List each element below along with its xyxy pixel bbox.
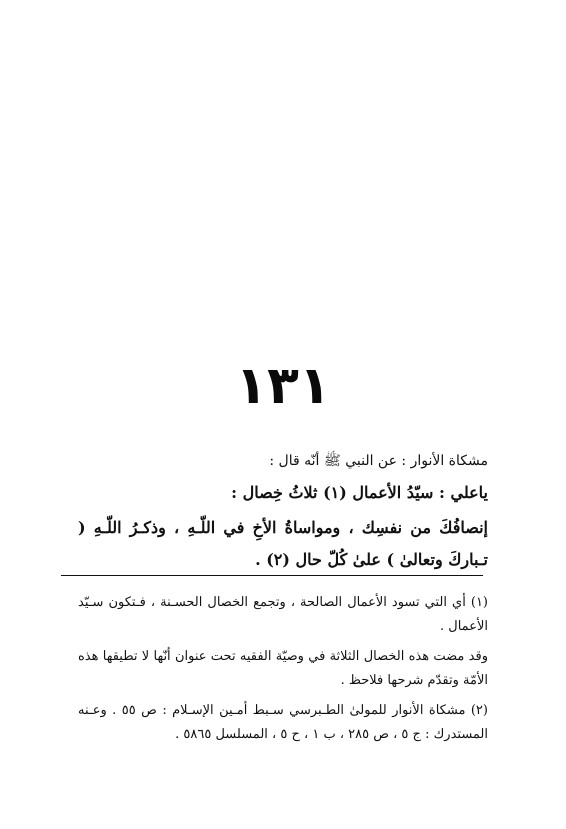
source-line: مشكاة الأنوار : عن النبي ﷺ أنّه قال : (269, 453, 488, 469)
footnote-1-continuation: وقد مضت هذه الخصال الثلاثة في وصيّة الفقيه تحت عنوان أنّها لا تطيقها هذه الأمّة وتقدّم شرحها فلاحظ . (78, 649, 488, 688)
hadith-opening: ياعلي : سيّدُ الأعمال (١) ثلاثُ خِصال : (231, 483, 488, 502)
footnote-divider (61, 575, 483, 576)
footnote-1: (١) أي التي تسود الأعمال الصالحة ، وتجمع الخصال الحسـنة ، فـتكون سـيّد الأعمال . (78, 595, 488, 634)
footnotes (78, 591, 488, 753)
hadith-body: إنصافُكَ من نفسِك ، ومواساةُ الأخِ في اللّـهِ ، وذكـرُ اللّـهِ ( تـباركَ وتعالىٰ ) علىٰ كُلّ حال (٢) . (78, 518, 488, 569)
hadith-number: ١٣١ (235, 356, 331, 416)
footnote-2: (٢) مشكاة الأنوار للمولىٰ الطـبرسي سـبط أمـين الإسـلام : ص ٥٥ . وعـنه المستدرك : ج ٥ ، ص ٢٨٥ ، ب ١ ، ح ٥ ، المسلسل ٥٨٦٥ . (78, 703, 488, 742)
